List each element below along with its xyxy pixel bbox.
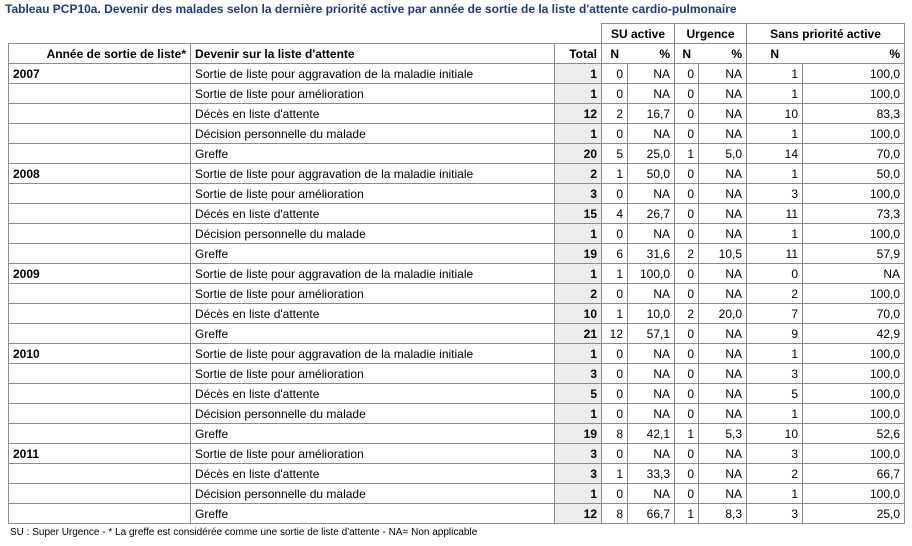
urg-pct-cell: NA	[699, 204, 747, 224]
su-n-cell: 0	[602, 384, 628, 404]
total-cell: 5	[555, 384, 602, 404]
urg-pct-cell: NA	[699, 164, 747, 184]
devenir-cell: Sortie de liste pour aggravation de la maladie initiale	[191, 264, 555, 284]
header-su-n: N	[602, 44, 628, 64]
sans-pct-cell: 73,3	[803, 204, 905, 224]
header-su-active: SU active	[602, 24, 675, 44]
table-row	[9, 184, 905, 204]
year-cell	[9, 364, 191, 384]
su-pct-cell: NA	[628, 404, 675, 424]
urg-pct-cell: NA	[699, 64, 747, 84]
su-n-cell: 0	[602, 364, 628, 384]
devenir-cell: Décision personnelle du malade	[191, 484, 555, 504]
urg-pct-cell: NA	[699, 344, 747, 364]
su-n-cell: 0	[602, 184, 628, 204]
sans-pct-cell: 70,0	[803, 144, 905, 164]
su-pct-cell: 57,1	[628, 324, 675, 344]
su-pct-cell: 42,1	[628, 424, 675, 444]
devenir-cell: Décès en liste d'attente	[191, 104, 555, 124]
header-row-columns	[9, 44, 905, 64]
su-n-cell: 6	[602, 244, 628, 264]
header-urg-pct: %	[699, 44, 747, 64]
header-devenir: Devenir sur la liste d'attente	[191, 44, 555, 64]
sans-pct-cell: 100,0	[803, 84, 905, 104]
devenir-cell: Greffe	[191, 424, 555, 444]
sans-n-cell: 0	[747, 264, 803, 284]
sans-pct-cell: 42,9	[803, 324, 905, 344]
header-su-pct: %	[628, 44, 675, 64]
su-n-cell: 12	[602, 324, 628, 344]
table-row	[9, 324, 905, 344]
total-cell: 1	[555, 344, 602, 364]
table-body	[9, 64, 905, 524]
urg-n-cell: 1	[675, 144, 699, 164]
devenir-cell: Décès en liste d'attente	[191, 384, 555, 404]
total-cell: 1	[555, 484, 602, 504]
sans-pct-cell: 100,0	[803, 64, 905, 84]
su-n-cell: 1	[602, 304, 628, 324]
su-pct-cell: NA	[628, 124, 675, 144]
total-cell: 2	[555, 164, 602, 184]
sans-n-cell: 10	[747, 104, 803, 124]
year-cell	[9, 304, 191, 324]
sans-pct-cell: 100,0	[803, 124, 905, 144]
su-n-cell: 1	[602, 464, 628, 484]
total-cell: 3	[555, 184, 602, 204]
urg-n-cell: 0	[675, 384, 699, 404]
total-cell: 20	[555, 144, 602, 164]
total-cell: 12	[555, 104, 602, 124]
year-cell	[9, 244, 191, 264]
urg-pct-cell: NA	[699, 124, 747, 144]
sans-n-cell: 1	[747, 84, 803, 104]
urg-pct-cell: NA	[699, 364, 747, 384]
sans-n-cell: 3	[747, 184, 803, 204]
su-pct-cell: NA	[628, 224, 675, 244]
sans-pct-cell: 100,0	[803, 364, 905, 384]
su-pct-cell: 10,0	[628, 304, 675, 324]
table-row	[9, 444, 905, 464]
total-cell: 1	[555, 124, 602, 144]
sans-n-cell: 3	[747, 444, 803, 464]
total-cell: 3	[555, 364, 602, 384]
urg-n-cell: 0	[675, 344, 699, 364]
year-cell	[9, 184, 191, 204]
sans-n-cell: 2	[747, 464, 803, 484]
sans-n-cell: 3	[747, 504, 803, 524]
urg-n-cell: 0	[675, 484, 699, 504]
header-empty	[9, 24, 602, 44]
urg-n-cell: 0	[675, 224, 699, 244]
header-urgence: Urgence	[675, 24, 747, 44]
su-pct-cell: NA	[628, 64, 675, 84]
year-cell	[9, 484, 191, 504]
total-cell: 1	[555, 64, 602, 84]
sans-n-cell: 1	[747, 164, 803, 184]
year-cell	[9, 464, 191, 484]
su-n-cell: 8	[602, 504, 628, 524]
su-pct-cell: NA	[628, 484, 675, 504]
table-row	[9, 264, 905, 284]
su-pct-cell: 33,3	[628, 464, 675, 484]
devenir-cell: Sortie de liste pour amélioration	[191, 444, 555, 464]
sans-n-cell: 10	[747, 424, 803, 444]
su-pct-cell: 50,0	[628, 164, 675, 184]
year-cell	[9, 204, 191, 224]
su-n-cell: 5	[602, 144, 628, 164]
urg-pct-cell: NA	[699, 84, 747, 104]
devenir-cell: Sortie de liste pour amélioration	[191, 284, 555, 304]
su-n-cell: 8	[602, 424, 628, 444]
su-pct-cell: NA	[628, 84, 675, 104]
year-cell	[9, 384, 191, 404]
year-cell	[9, 144, 191, 164]
total-cell: 12	[555, 504, 602, 524]
devenir-cell: Décès en liste d'attente	[191, 464, 555, 484]
urg-n-cell: 0	[675, 284, 699, 304]
su-pct-cell: NA	[628, 444, 675, 464]
header-year: Année de sortie de liste*	[9, 44, 191, 64]
table-row	[9, 104, 905, 124]
sans-n-cell: 1	[747, 404, 803, 424]
table-row	[9, 204, 905, 224]
devenir-cell: Sortie de liste pour amélioration	[191, 84, 555, 104]
urg-n-cell: 0	[675, 104, 699, 124]
table-row	[9, 384, 905, 404]
year-cell	[9, 104, 191, 124]
year-cell: 2011	[9, 444, 191, 464]
sans-pct-cell: 66,7	[803, 464, 905, 484]
table-row	[9, 424, 905, 444]
year-cell: 2009	[9, 264, 191, 284]
su-n-cell: 2	[602, 104, 628, 124]
year-cell: 2007	[9, 64, 191, 84]
su-n-cell: 1	[602, 164, 628, 184]
urg-n-cell: 0	[675, 364, 699, 384]
table-row	[9, 244, 905, 264]
urg-pct-cell: 5,0	[699, 144, 747, 164]
urg-n-cell: 0	[675, 264, 699, 284]
su-n-cell: 0	[602, 484, 628, 504]
sans-n-cell: 7	[747, 304, 803, 324]
su-n-cell: 0	[602, 224, 628, 244]
header-urg-n: N	[675, 44, 699, 64]
sans-pct-cell: 100,0	[803, 224, 905, 244]
su-pct-cell: 25,0	[628, 144, 675, 164]
table-row	[9, 304, 905, 324]
su-n-cell: 0	[602, 444, 628, 464]
devenir-cell: Décision personnelle du malade	[191, 224, 555, 244]
devenir-cell: Décès en liste d'attente	[191, 204, 555, 224]
total-cell: 10	[555, 304, 602, 324]
table-row	[9, 344, 905, 364]
sans-pct-cell: 25,0	[803, 504, 905, 524]
urg-n-cell: 0	[675, 324, 699, 344]
urg-pct-cell: NA	[699, 284, 747, 304]
header-total: Total	[555, 44, 602, 64]
table-row	[9, 84, 905, 104]
su-n-cell: 0	[602, 124, 628, 144]
su-pct-cell: 100,0	[628, 264, 675, 284]
header-sans-n: N	[747, 44, 803, 64]
table-row	[9, 284, 905, 304]
devenir-cell: Greffe	[191, 144, 555, 164]
sans-pct-cell: 100,0	[803, 284, 905, 304]
sans-pct-cell: 100,0	[803, 384, 905, 404]
devenir-cell: Sortie de liste pour aggravation de la maladie initiale	[191, 64, 555, 84]
sans-pct-cell: 83,3	[803, 104, 905, 124]
su-n-cell: 1	[602, 264, 628, 284]
devenir-cell: Greffe	[191, 244, 555, 264]
table-row	[9, 404, 905, 424]
urg-n-cell: 0	[675, 84, 699, 104]
sans-pct-cell: 100,0	[803, 344, 905, 364]
su-pct-cell: NA	[628, 184, 675, 204]
year-cell	[9, 124, 191, 144]
table-row	[9, 484, 905, 504]
urg-pct-cell: 8,3	[699, 504, 747, 524]
table-row	[9, 64, 905, 84]
urg-n-cell: 0	[675, 64, 699, 84]
total-cell: 1	[555, 264, 602, 284]
total-cell: 1	[555, 224, 602, 244]
table-row	[9, 364, 905, 384]
total-cell: 1	[555, 84, 602, 104]
devenir-cell: Sortie de liste pour amélioration	[191, 364, 555, 384]
devenir-cell: Décision personnelle du malade	[191, 124, 555, 144]
year-cell	[9, 504, 191, 524]
urg-pct-cell: 10,5	[699, 244, 747, 264]
total-cell: 15	[555, 204, 602, 224]
total-cell: 3	[555, 444, 602, 464]
urg-n-cell: 0	[675, 124, 699, 144]
header-sans-priorite: Sans priorité active	[747, 24, 905, 44]
urg-n-cell: 2	[675, 304, 699, 324]
total-cell: 19	[555, 244, 602, 264]
sans-n-cell: 11	[747, 204, 803, 224]
urg-pct-cell: NA	[699, 404, 747, 424]
sans-n-cell: 9	[747, 324, 803, 344]
urg-n-cell: 0	[675, 444, 699, 464]
year-cell	[9, 284, 191, 304]
urg-pct-cell: NA	[699, 324, 747, 344]
devenir-cell: Greffe	[191, 324, 555, 344]
table-row	[9, 144, 905, 164]
urg-n-cell: 1	[675, 504, 699, 524]
urg-pct-cell: NA	[699, 464, 747, 484]
sans-pct-cell: NA	[803, 264, 905, 284]
urg-pct-cell: NA	[699, 104, 747, 124]
sans-pct-cell: 100,0	[803, 444, 905, 464]
su-n-cell: 0	[602, 284, 628, 304]
urg-n-cell: 0	[675, 464, 699, 484]
sans-pct-cell: 100,0	[803, 184, 905, 204]
year-cell	[9, 84, 191, 104]
year-cell: 2010	[9, 344, 191, 364]
su-pct-cell: NA	[628, 384, 675, 404]
devenir-cell: Sortie de liste pour aggravation de la maladie initiale	[191, 164, 555, 184]
table-row	[9, 504, 905, 524]
su-pct-cell: 26,7	[628, 204, 675, 224]
table-title: Tableau PCP10a. Devenir des malades selon la dernière priorité active par année de sortie de la liste d'attente cardio-pulmonaire	[5, 2, 737, 16]
sans-n-cell: 1	[747, 124, 803, 144]
sans-pct-cell: 57,9	[803, 244, 905, 264]
sans-n-cell: 11	[747, 244, 803, 264]
table-row	[9, 164, 905, 184]
sans-n-cell: 1	[747, 64, 803, 84]
su-pct-cell: 16,7	[628, 104, 675, 124]
year-cell	[9, 424, 191, 444]
total-cell: 1	[555, 404, 602, 424]
devenir-cell: Décès en liste d'attente	[191, 304, 555, 324]
su-n-cell: 0	[602, 344, 628, 364]
header-sans-pct: %	[803, 44, 905, 64]
devenir-cell: Sortie de liste pour aggravation de la maladie initiale	[191, 344, 555, 364]
sans-pct-cell: 100,0	[803, 404, 905, 424]
total-cell: 3	[555, 464, 602, 484]
su-n-cell: 0	[602, 64, 628, 84]
table-row	[9, 224, 905, 244]
year-cell	[9, 224, 191, 244]
devenir-cell: Greffe	[191, 504, 555, 524]
urg-pct-cell: NA	[699, 264, 747, 284]
urg-pct-cell: NA	[699, 224, 747, 244]
sans-n-cell: 14	[747, 144, 803, 164]
urg-n-cell: 0	[675, 184, 699, 204]
urg-pct-cell: NA	[699, 484, 747, 504]
urg-pct-cell: NA	[699, 444, 747, 464]
urg-n-cell: 1	[675, 424, 699, 444]
su-pct-cell: NA	[628, 344, 675, 364]
su-n-cell: 0	[602, 404, 628, 424]
urg-n-cell: 0	[675, 164, 699, 184]
footnote: SU : Super Urgence - * La greffe est considérée comme une sortie de liste d'attente - NA= Non applicable	[10, 527, 478, 538]
year-cell: 2008	[9, 164, 191, 184]
su-pct-cell: 66,7	[628, 504, 675, 524]
sans-n-cell: 2	[747, 284, 803, 304]
sans-n-cell: 1	[747, 344, 803, 364]
urg-n-cell: 0	[675, 204, 699, 224]
sans-pct-cell: 50,0	[803, 164, 905, 184]
total-cell: 19	[555, 424, 602, 444]
header-row-groups	[9, 24, 905, 44]
sans-pct-cell: 52,6	[803, 424, 905, 444]
urg-pct-cell: 5,3	[699, 424, 747, 444]
sans-n-cell: 3	[747, 364, 803, 384]
urg-n-cell: 2	[675, 244, 699, 264]
total-cell: 2	[555, 284, 602, 304]
data-table	[8, 23, 905, 524]
su-pct-cell: NA	[628, 284, 675, 304]
sans-pct-cell: 70,0	[803, 304, 905, 324]
devenir-cell: Sortie de liste pour amélioration	[191, 184, 555, 204]
su-n-cell: 4	[602, 204, 628, 224]
total-cell: 21	[555, 324, 602, 344]
urg-pct-cell: NA	[699, 184, 747, 204]
su-n-cell: 0	[602, 84, 628, 104]
sans-n-cell: 5	[747, 384, 803, 404]
table-row	[9, 124, 905, 144]
sans-n-cell: 1	[747, 484, 803, 504]
sans-n-cell: 1	[747, 224, 803, 244]
table-row	[9, 464, 905, 484]
devenir-cell: Décision personnelle du malade	[191, 404, 555, 424]
su-pct-cell: 31,6	[628, 244, 675, 264]
sans-pct-cell: 100,0	[803, 484, 905, 504]
year-cell	[9, 404, 191, 424]
year-cell	[9, 324, 191, 344]
urg-n-cell: 0	[675, 404, 699, 424]
su-pct-cell: NA	[628, 364, 675, 384]
urg-pct-cell: 20,0	[699, 304, 747, 324]
urg-pct-cell: NA	[699, 384, 747, 404]
